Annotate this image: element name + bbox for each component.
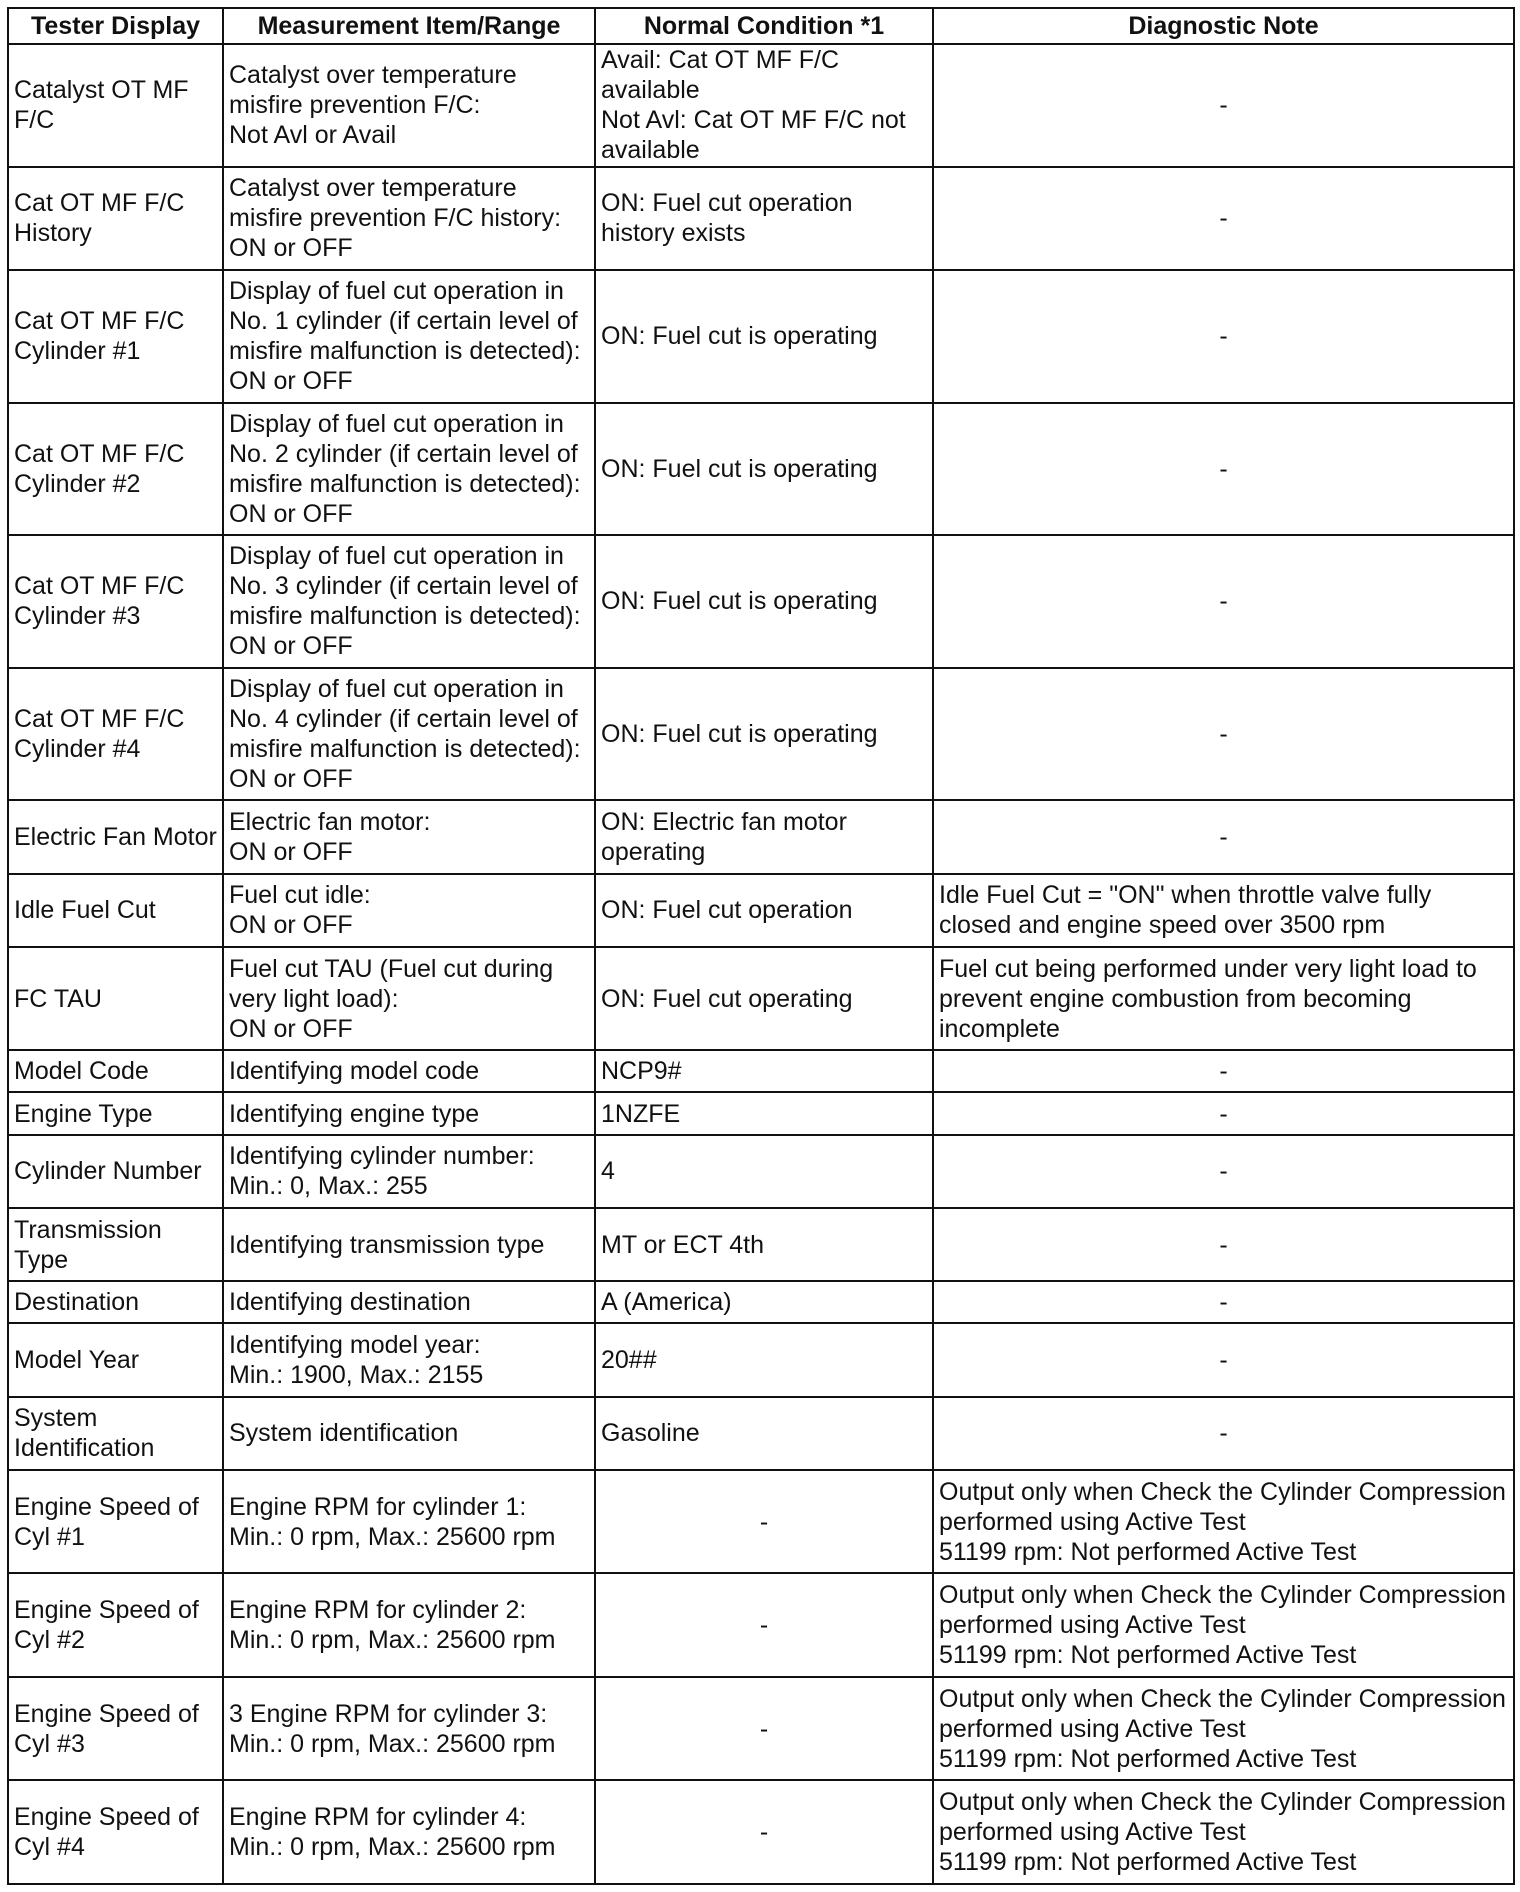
diagnostic-note-cell: -: [933, 1397, 1514, 1470]
data-list-table: [7, 7, 1515, 1885]
table-row: [8, 1323, 1514, 1396]
diagnostic-note-cell: -: [933, 1092, 1514, 1134]
normal-condition-cell: 1NZFE: [595, 1092, 933, 1134]
measurement-item-cell: Fuel cut idle: ON or OFF: [223, 874, 595, 947]
tester-display-cell: Cat OT MF F/C Cylinder #4: [8, 668, 223, 801]
tester-display-cell: Catalyst OT MF F/C: [8, 44, 223, 167]
diagnostic-note-cell: Idle Fuel Cut = "ON" when throttle valve fully closed and engine speed over 3500 rpm: [933, 874, 1514, 947]
tester-display-cell: Cat OT MF F/C Cylinder #3: [8, 535, 223, 668]
measurement-item-cell: Identifying destination: [223, 1281, 595, 1323]
measurement-item-cell: Catalyst over temperature misfire prevention F/C: Not Avl or Avail: [223, 44, 595, 167]
measurement-item-cell: Identifying engine type: [223, 1092, 595, 1134]
tester-display-cell: Idle Fuel Cut: [8, 874, 223, 947]
tester-display-cell: Cat OT MF F/C Cylinder #1: [8, 270, 223, 403]
normal-condition-cell: ON: Fuel cut operation: [595, 874, 933, 947]
measurement-item-cell: Display of fuel cut operation in No. 1 cylinder (if certain level of misfire malfunction is detected): ON or OFF: [223, 270, 595, 403]
normal-condition-cell: ON: Fuel cut operating: [595, 947, 933, 1050]
normal-condition-cell: Avail: Cat OT MF F/C available Not Avl: Cat OT MF F/C not available: [595, 44, 933, 167]
measurement-item-cell: Display of fuel cut operation in No. 4 cylinder (if certain level of misfire malfunction is detected): ON or OFF: [223, 668, 595, 801]
diagnostic-note-cell: -: [933, 403, 1514, 536]
diagnostic-note-cell: Output only when Check the Cylinder Compression performed using Active Test 51199 rpm: Not performed Active Test: [933, 1780, 1514, 1884]
measurement-item-cell: Identifying cylinder number: Min.: 0, Max.: 255: [223, 1135, 595, 1208]
table-row: [8, 1208, 1514, 1281]
header-tester-display: Tester Display: [8, 8, 223, 44]
diagnostic-note-cell: -: [933, 1281, 1514, 1323]
measurement-item-cell: System identification: [223, 1397, 595, 1470]
diagnostic-note-cell: Output only when Check the Cylinder Compression performed using Active Test 51199 rpm: Not performed Active Test: [933, 1573, 1514, 1676]
diagnostic-note-cell: Output only when Check the Cylinder Compression performed using Active Test 51199 rpm: Not performed Active Test: [933, 1470, 1514, 1573]
measurement-item-cell: 3 Engine RPM for cylinder 3: Min.: 0 rpm, Max.: 25600 rpm: [223, 1677, 595, 1780]
measurement-item-cell: Engine RPM for cylinder 2: Min.: 0 rpm, Max.: 25600 rpm: [223, 1573, 595, 1676]
normal-condition-cell: ON: Fuel cut is operating: [595, 270, 933, 403]
normal-condition-cell: -: [595, 1470, 933, 1573]
tester-display-cell: Model Year: [8, 1323, 223, 1396]
diagnostic-note-cell: -: [933, 1323, 1514, 1396]
diagnostic-note-cell: Fuel cut being performed under very light load to prevent engine combustion from becoming incomplete: [933, 947, 1514, 1050]
table-row: [8, 668, 1514, 801]
measurement-item-cell: Electric fan motor: ON or OFF: [223, 800, 595, 873]
normal-condition-cell: ON: Fuel cut is operating: [595, 668, 933, 801]
tester-display-cell: Electric Fan Motor: [8, 800, 223, 873]
normal-condition-cell: A (America): [595, 1281, 933, 1323]
table-row: [8, 270, 1514, 403]
diagnostic-note-cell: -: [933, 44, 1514, 167]
measurement-item-cell: Display of fuel cut operation in No. 3 cylinder (if certain level of misfire malfunction is detected): ON or OFF: [223, 535, 595, 668]
tester-display-cell: Engine Speed of Cyl #4: [8, 1780, 223, 1884]
measurement-item-cell: Catalyst over temperature misfire prevention F/C history: ON or OFF: [223, 167, 595, 270]
header-normal-condition: Normal Condition *1: [595, 8, 933, 44]
normal-condition-cell: Gasoline: [595, 1397, 933, 1470]
measurement-item-cell: Identifying model code: [223, 1050, 595, 1092]
normal-condition-cell: -: [595, 1677, 933, 1780]
tester-display-cell: Cylinder Number: [8, 1135, 223, 1208]
normal-condition-cell: -: [595, 1573, 933, 1676]
table-row: [8, 874, 1514, 947]
tester-display-cell: FC TAU: [8, 947, 223, 1050]
normal-condition-cell: -: [595, 1780, 933, 1884]
table-row: [8, 167, 1514, 270]
table-row: [8, 1677, 1514, 1780]
table-row: [8, 1050, 1514, 1092]
tester-display-cell: Cat OT MF F/C History: [8, 167, 223, 270]
header-diagnostic-note: Diagnostic Note: [933, 8, 1514, 44]
table-row: [8, 947, 1514, 1050]
table-row: [8, 1573, 1514, 1676]
normal-condition-cell: NCP9#: [595, 1050, 933, 1092]
table-row: [8, 800, 1514, 873]
tester-display-cell: Engine Type: [8, 1092, 223, 1134]
tester-display-cell: System Identification: [8, 1397, 223, 1470]
measurement-item-cell: Identifying transmission type: [223, 1208, 595, 1281]
diagnostic-note-cell: -: [933, 535, 1514, 668]
diagnostic-note-cell: -: [933, 167, 1514, 270]
normal-condition-cell: MT or ECT 4th: [595, 1208, 933, 1281]
table-row: [8, 535, 1514, 668]
diagnostic-note-cell: -: [933, 1208, 1514, 1281]
table-row: [8, 1470, 1514, 1573]
normal-condition-cell: ON: Electric fan motor operating: [595, 800, 933, 873]
table-row: [8, 1397, 1514, 1470]
table-row: [8, 1092, 1514, 1134]
measurement-item-cell: Fuel cut TAU (Fuel cut during very light load): ON or OFF: [223, 947, 595, 1050]
tester-display-cell: Transmission Type: [8, 1208, 223, 1281]
tester-display-cell: Cat OT MF F/C Cylinder #2: [8, 403, 223, 536]
table-row: [8, 1281, 1514, 1323]
diagnostic-note-cell: -: [933, 668, 1514, 801]
measurement-item-cell: Identifying model year: Min.: 1900, Max.: 2155: [223, 1323, 595, 1396]
measurement-item-cell: Engine RPM for cylinder 4: Min.: 0 rpm, Max.: 25600 rpm: [223, 1780, 595, 1884]
normal-condition-cell: 20##: [595, 1323, 933, 1396]
table-header-row: [8, 8, 1514, 44]
table-row: [8, 44, 1514, 167]
normal-condition-cell: ON: Fuel cut is operating: [595, 535, 933, 668]
table-row: [8, 1780, 1514, 1884]
table-row: [8, 403, 1514, 536]
diagnostic-note-cell: -: [933, 270, 1514, 403]
tester-display-cell: Engine Speed of Cyl #2: [8, 1573, 223, 1676]
diagnostic-note-cell: -: [933, 800, 1514, 873]
tester-display-cell: Model Code: [8, 1050, 223, 1092]
diagnostic-note-cell: -: [933, 1135, 1514, 1208]
normal-condition-cell: ON: Fuel cut operation history exists: [595, 167, 933, 270]
normal-condition-cell: ON: Fuel cut is operating: [595, 403, 933, 536]
tester-display-cell: Engine Speed of Cyl #3: [8, 1677, 223, 1780]
measurement-item-cell: Display of fuel cut operation in No. 2 cylinder (if certain level of misfire malfunction is detected): ON or OFF: [223, 403, 595, 536]
tester-display-cell: Destination: [8, 1281, 223, 1323]
measurement-item-cell: Engine RPM for cylinder 1: Min.: 0 rpm, Max.: 25600 rpm: [223, 1470, 595, 1573]
header-measurement-item: Measurement Item/Range: [223, 8, 595, 44]
normal-condition-cell: 4: [595, 1135, 933, 1208]
diagnostic-note-cell: Output only when Check the Cylinder Compression performed using Active Test 51199 rpm: Not performed Active Test: [933, 1677, 1514, 1780]
table-row: [8, 1135, 1514, 1208]
tester-display-cell: Engine Speed of Cyl #1: [8, 1470, 223, 1573]
diagnostic-note-cell: -: [933, 1050, 1514, 1092]
